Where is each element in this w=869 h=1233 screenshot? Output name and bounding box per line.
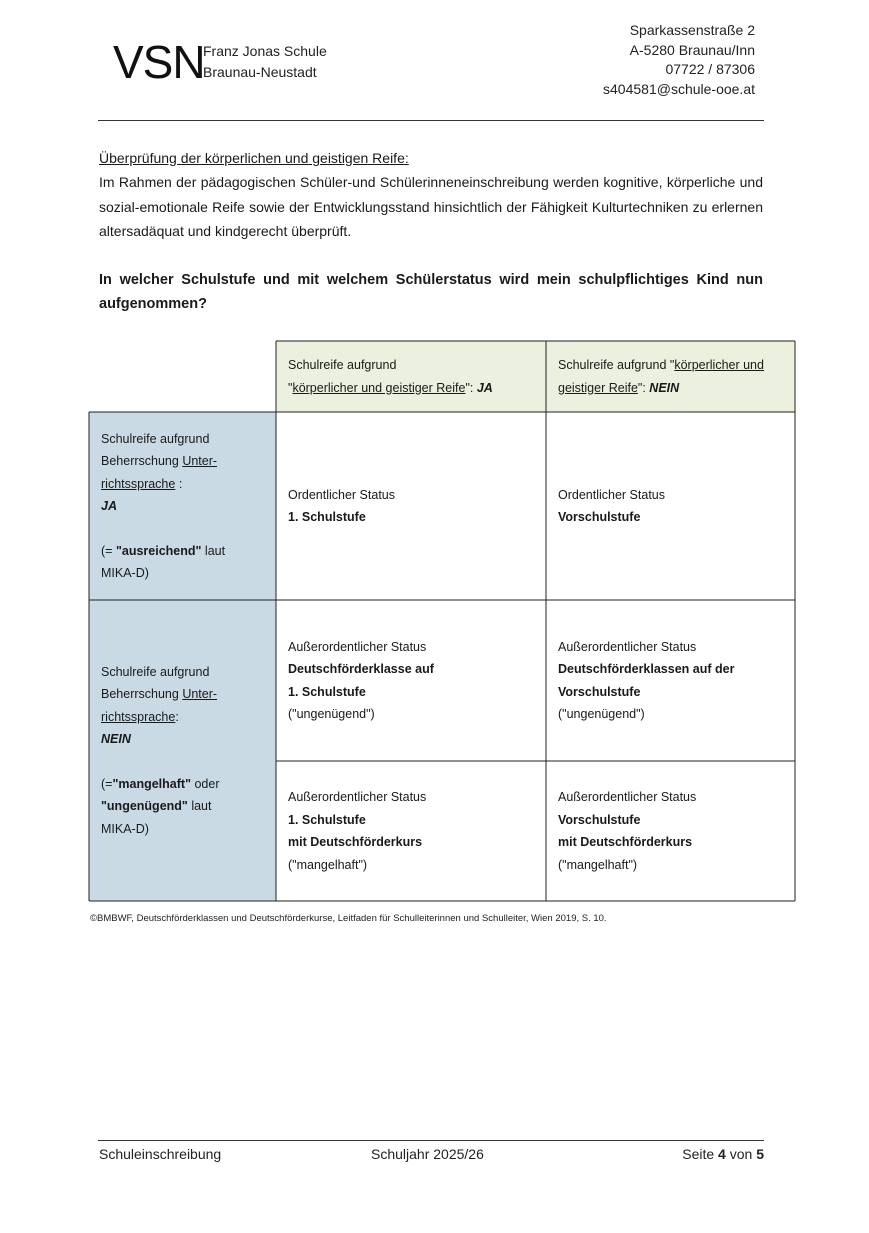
quote: ": bbox=[465, 380, 477, 395]
row-label-line bbox=[101, 450, 264, 473]
row-label-note bbox=[101, 795, 264, 818]
cell-deutschfoerderklasse-1-schulstufe bbox=[276, 600, 546, 761]
note-text: laut bbox=[201, 543, 226, 558]
footer-left: Schuleinschreibung bbox=[99, 1146, 222, 1162]
header-cell-reife-nein bbox=[546, 341, 795, 412]
cell-status: Ordentlicher Status bbox=[558, 487, 665, 502]
row-label-note bbox=[101, 540, 264, 563]
cell-status: Außerordentlicher Status bbox=[288, 790, 427, 804]
address-phone: 07722 / 87306 bbox=[665, 61, 755, 77]
note-text: laut bbox=[187, 799, 212, 814]
row-label-value: NEIN bbox=[101, 732, 131, 747]
quote: " bbox=[288, 380, 293, 395]
header-link-reife: geistiger Reife bbox=[558, 380, 638, 395]
row-label-note bbox=[101, 773, 264, 796]
cell-level: mit Deutschförderkurs bbox=[288, 835, 423, 849]
header-prefix: Schulreife aufgrund " bbox=[558, 358, 675, 372]
row-label-link: richtssprache bbox=[101, 709, 176, 724]
cell-level: Vorschulstufe bbox=[558, 684, 641, 699]
school-logo: VSN bbox=[113, 36, 205, 88]
note-text: (= bbox=[101, 776, 113, 791]
source-citation: ©BMBWF, Deutschförderklassen und Deutschförderkurse, Leitfaden für Schulleiterinnen und Schulleiter, Wien 2019, S. 10. bbox=[90, 913, 607, 924]
cell-status: Ordentlicher Status bbox=[288, 487, 395, 502]
footer-divider bbox=[98, 1140, 764, 1141]
section-heading: Überprüfung der körperlichen und geistigen Reife: bbox=[99, 150, 409, 166]
header-cell-label: Schulreife aufgrund bbox=[288, 358, 397, 372]
row-label-line bbox=[101, 706, 264, 729]
header-link-reife: körperlicher und bbox=[674, 358, 764, 372]
cell-level: 1. Schulstufe bbox=[288, 812, 366, 827]
header-cell-criteria bbox=[558, 377, 783, 400]
cell-status: Außerordentlicher Status bbox=[558, 790, 697, 804]
question-heading: In welcher Schulstufe und mit welchem Schülerstatus wird mein schulpflichtiges Kind nun aufgenommen? bbox=[99, 272, 763, 312]
cell-deutschfoerderkurs-1-schulstufe bbox=[276, 761, 546, 901]
address-city: A-5280 Braunau/Inn bbox=[629, 41, 755, 58]
school-name-line1: Franz Jonas Schule bbox=[203, 43, 327, 59]
cell-ordentlich-1-schulstufe bbox=[276, 412, 546, 600]
header-cell-criteria bbox=[288, 377, 534, 400]
cell-level: Vorschulstufe bbox=[558, 510, 641, 524]
row-label-sprache-ja bbox=[89, 412, 276, 600]
row-label-prefix: Beherrschung bbox=[101, 687, 183, 702]
page-mid: von bbox=[725, 1146, 757, 1162]
cell-level: Deutschförderklasse auf bbox=[288, 662, 434, 676]
row-label-line: Schulreife aufgrund bbox=[101, 664, 210, 679]
colon: : bbox=[175, 476, 183, 491]
cell-deutschfoerderklassen-vorschulstufe bbox=[546, 600, 795, 761]
cell-level: 1. Schulstufe bbox=[288, 510, 366, 524]
header-cell-reife-ja bbox=[276, 341, 546, 412]
row-label-line bbox=[101, 473, 264, 496]
note-text: oder bbox=[191, 776, 220, 791]
page-number bbox=[682, 1144, 764, 1164]
row-label-value: JA bbox=[101, 499, 117, 513]
header-cell-label bbox=[558, 354, 783, 377]
page-prefix: Seite bbox=[682, 1146, 719, 1162]
note-bold: "ungenügend" bbox=[101, 799, 188, 814]
cell-level: Vorschulstufe bbox=[558, 812, 641, 827]
cell-note: ("mangelhaft") bbox=[288, 857, 368, 872]
cell-deutschfoerderkurs-vorschulstufe bbox=[546, 761, 795, 901]
row-label-line: Schulreife aufgrund bbox=[101, 431, 210, 446]
spacer bbox=[101, 751, 264, 773]
row-label-line bbox=[101, 683, 264, 706]
row-label-note: MIKA-D) bbox=[101, 566, 149, 580]
cell-status: Außerordentlicher Status bbox=[558, 639, 697, 654]
cell-level: Deutschförderklassen auf der bbox=[558, 662, 735, 676]
spacer bbox=[101, 518, 264, 540]
address-email[interactable]: s404581@schule-ooe.at bbox=[603, 80, 755, 97]
row-label-sprache-nein bbox=[89, 600, 276, 901]
cell-status: Außerordentlicher Status bbox=[288, 639, 427, 654]
cell-note: ("mangelhaft") bbox=[558, 857, 638, 872]
cell-level: mit Deutschförderkurs bbox=[558, 835, 693, 849]
header-value-nein: NEIN bbox=[649, 380, 680, 395]
cell-ordentlich-vorschulstufe bbox=[546, 412, 795, 600]
row-label-prefix: Beherrschung bbox=[101, 454, 183, 468]
cell-level: 1. Schulstufe bbox=[288, 684, 366, 699]
row-label-note: MIKA-D) bbox=[101, 821, 149, 836]
note-bold: "ausreichend" bbox=[115, 543, 202, 558]
note-bold: "mangelhaft" bbox=[112, 776, 191, 791]
intro-paragraph: Im Rahmen der pädagogischen Schüler-und Schülerinneneinschreibung werden kognitive, körperliche und sozial-emotionale Reife sowie der Entwicklungsstand hinsichtlich der Fähigkeit Kulturtechniken zu erlernen altersadäquat und kindgerecht überprüft. bbox=[99, 174, 763, 239]
page-total: 5 bbox=[756, 1146, 764, 1162]
row-label-link: Unter- bbox=[182, 454, 218, 468]
cell-note: ("ungenügend") bbox=[288, 707, 375, 721]
address-street: Sparkassenstraße 2 bbox=[629, 22, 755, 38]
header-link-reife: körperlicher und geistiger Reife bbox=[292, 380, 466, 395]
school-name-line2: Braunau-Neustadt bbox=[203, 64, 317, 80]
row-label-link: Unter- bbox=[182, 687, 218, 702]
colon: : bbox=[175, 709, 179, 724]
footer-center: Schuljahr 2025/26 bbox=[371, 1146, 484, 1162]
cell-note: ("ungenügend") bbox=[558, 707, 645, 721]
quote: ": bbox=[637, 380, 650, 395]
header-value-ja: JA bbox=[476, 380, 493, 395]
page-current: 4 bbox=[718, 1146, 726, 1162]
note-text: (= bbox=[101, 543, 116, 558]
row-label-link: richtssprache bbox=[101, 476, 176, 491]
